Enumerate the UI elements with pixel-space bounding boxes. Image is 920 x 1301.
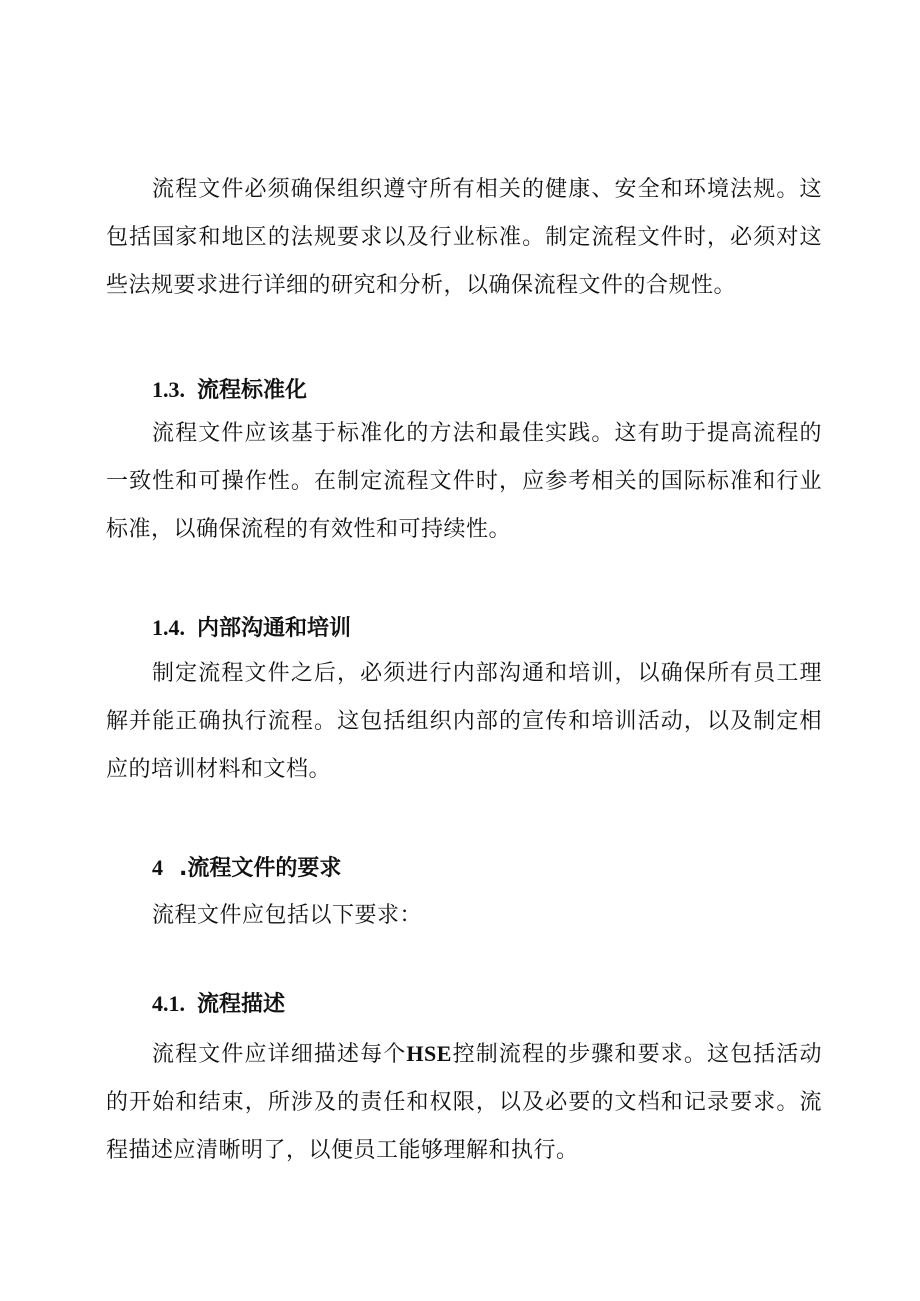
section-heading-4-1 (152, 988, 285, 1021)
section-title: .流程文件的要求 (179, 856, 342, 881)
section-heading-4 (152, 852, 341, 885)
section-title: 流程标准化 (197, 378, 308, 403)
paragraph-process-description (106, 1030, 822, 1175)
paragraph-communication-training: 制定流程文件之后，必须进行内部沟通和培训，以确保所有员工理解并能正确执行流程。这包括组织内部的宣传和培训活动，以及制定相应的培训材料和文档。 (106, 661, 822, 782)
section-heading-1-4 (152, 612, 351, 645)
section-title: 流程描述 (197, 992, 286, 1017)
text-segment: 控制流程的步骤和要求。这包括活动的开始和结束，所涉及的责任和权限，以及必要的文档和记录要求。流程描述应清晰明了，以便员工能够理解和执行。 (106, 1042, 822, 1163)
hse-abbreviation: HSE (406, 1041, 452, 1066)
paragraph-regulations: 流程文件必须确保组织遵守所有相关的健康、安全和环境法规。这包括国家和地区的法规要求以及行业标准。制定流程文件时，必须对这些法规要求进行详细的研究和分析，以确保流程文件的合规性。 (106, 177, 822, 298)
section-title: 内部沟通和培训 (197, 616, 352, 641)
section-number: 4 (152, 855, 163, 880)
paragraph-requirements-intro: 流程文件应包括以下要求： (152, 903, 423, 928)
paragraph-standardization: 流程文件应该基于标准化的方法和最佳实践。这有助于提高流程的一致性和可操作性。在制定流程文件时，应参考相关的国际标准和行业标准，以确保流程的有效性和可持续性。 (106, 421, 822, 542)
section-heading-1-3 (152, 374, 307, 407)
section-number: 4.1. (152, 991, 185, 1016)
section-number: 1.3. (152, 377, 185, 402)
section-number: 1.4. (152, 615, 185, 640)
text-segment: 流程文件应详细描述每个 (152, 1042, 407, 1067)
